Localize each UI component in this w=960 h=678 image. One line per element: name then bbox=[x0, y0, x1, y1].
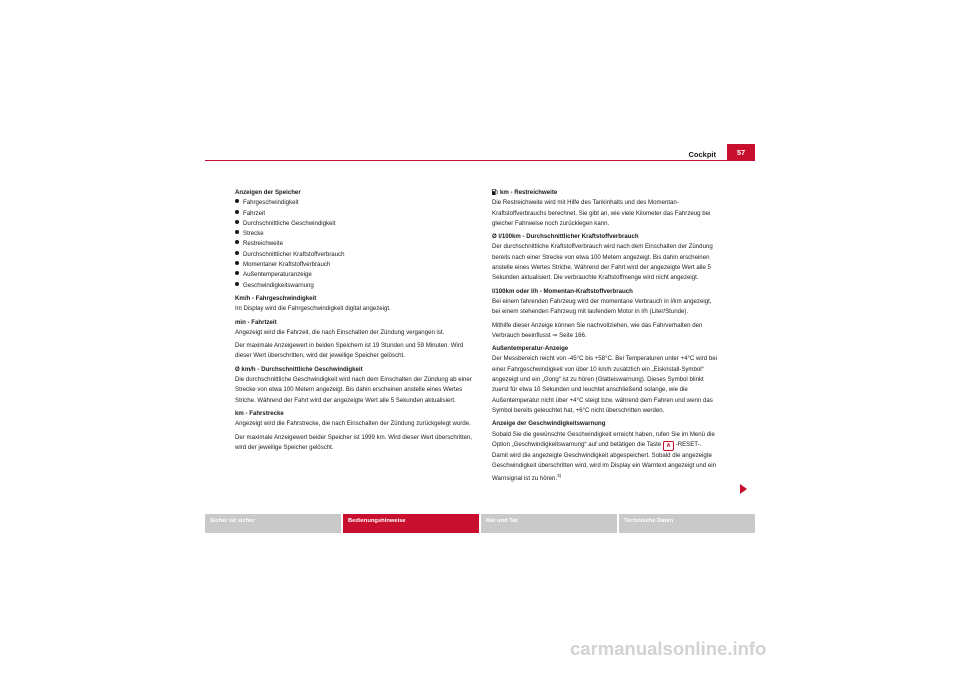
bullet-icon bbox=[235, 251, 239, 255]
bullet-icon bbox=[235, 261, 239, 265]
paragraph: Angezeigt wird die Fahrzeit, die nach Einschalten der Zündung vergangen ist. bbox=[235, 328, 445, 336]
section-heading: km - Fahrstrecke bbox=[235, 409, 284, 417]
right-column bbox=[492, 188, 717, 488]
watermark: carmanualsonline.info bbox=[570, 638, 767, 659]
reset-key-icon: A bbox=[663, 441, 674, 451]
tab-sicher-ist-sicher[interactable]: Sicher ist sicher bbox=[205, 514, 341, 533]
list-item: Durchschnittlicher Kraftstoffverbrauch bbox=[235, 250, 475, 260]
tab-technische-daten[interactable]: Technische Daten bbox=[619, 514, 755, 533]
left-column bbox=[235, 188, 475, 456]
footnote-marker: 3) bbox=[557, 473, 562, 479]
bullet-icon bbox=[235, 282, 239, 286]
section-heading: l/100km oder l/h - Momentan-Kraftstoffverbrauch bbox=[492, 287, 633, 295]
footer-tabs bbox=[205, 514, 755, 533]
fuel-pump-icon bbox=[492, 188, 498, 195]
paragraph: Der durchschnittliche Kraftstoffverbrauch wird nach dem Einschalten der Zündung bereits nach einer Strecke von etwa 100 Metern angezeigt. Bis dahin erscheinen anstelle eines Wertes Striche. Während der Fahrt wird der angezeigte Wert alle 5 Sekunden aktualisiert. Die verbrauchte Kraftstoffmenge wird nicht angezeigt. bbox=[492, 243, 713, 282]
paragraph: Mithilfe dieser Anzeige können Sie nachvollziehen, wie das Fahrverhalten den Verbrauch beeinflusst ⇒ Seite 166. bbox=[492, 321, 703, 339]
section-heading: Km/h - Fahrgeschwindigkeit bbox=[235, 294, 317, 302]
section-heading: Anzeige der Geschwindigkeitswarnung bbox=[492, 420, 606, 428]
next-page-arrow-icon[interactable] bbox=[740, 484, 747, 494]
paragraph: Der Messbereich reicht von -45°C bis +58°C. Bei Temperaturen unter +4°C wird bei einer Fahrgeschwindigkeit von über 10 km/h zusätzlich ein „Eiskristall-Symbol“ angezeigt und ein „Gong“ ist zu hören (Glatteiswarnung). Dieses Symbol blinkt zuerst für etwa 10 Sekunden und leuchtet anschließend solange, wie die Außentemperatur nicht über +4°C steigt bzw. während dem Fahren und wenn das Symbol bereits geleuchtet hat, +6°C nicht überschritten werden. bbox=[492, 355, 717, 414]
tab-bedienungshinweise[interactable]: Bedienungshinweise bbox=[343, 514, 479, 533]
bullet-icon bbox=[235, 220, 239, 224]
bullet-icon bbox=[235, 210, 239, 214]
bullet-icon bbox=[235, 271, 239, 275]
list-item: Strecke bbox=[235, 229, 475, 239]
list-item: Geschwindigkeitswarnung bbox=[235, 281, 475, 291]
list-item: Außentemperaturanzeige bbox=[235, 270, 475, 280]
header-rule bbox=[205, 160, 755, 161]
paragraph: Die Restreichweite wird mit Hilfe des Tankinhalts und des Momentan-Kraftstoffverbrauchs berechnet. Sie gibt an, wie viele Kilometer das Fahrzeug bei gleicher Fahrweise noch zurücklegen kann. bbox=[492, 199, 711, 227]
bullet-icon bbox=[235, 230, 239, 234]
section-heading: Ø km/h - Durchschnittliche Geschwindigkeit bbox=[235, 365, 363, 373]
bullet-icon bbox=[235, 240, 239, 244]
section-heading: min - Fahrtzeit bbox=[235, 318, 277, 326]
tab-rat-und-tat[interactable]: Rat und Tat bbox=[481, 514, 617, 533]
paragraph: Im Display wird die Fahrgeschwindigkeit digital angezeigt. bbox=[235, 305, 391, 313]
list-item: Momentaner Kraftstoffverbrauch bbox=[235, 260, 475, 270]
paragraph: Angezeigt wird die Fahrstrecke, die nach Einschalten der Zündung zurückgelegt wurde. bbox=[235, 420, 471, 428]
memory-list bbox=[235, 198, 475, 291]
section-heading: Außentemperatur-Anzeige bbox=[492, 345, 569, 353]
bullet-icon bbox=[235, 199, 239, 203]
list-item: Fahrgeschwindigkeit bbox=[235, 198, 475, 208]
page-title: Cockpit bbox=[688, 150, 716, 159]
paragraph: Bei einem fahrenden Fahrzeug wird der momentane Verbrauch in l/km angezeigt, bei einem stehenden Fahrzeug mit laufendem Motor in l/h (Liter/Stunde). bbox=[492, 297, 712, 316]
section-heading: Anzeigen der Speicher bbox=[235, 189, 301, 196]
paragraph: Die durchschnittliche Geschwindigkeit wird nach dem Einschalten der Zündung ab einer Strecke von etwa 100 Metern angezeigt. Bis dahin erscheinen anstelle eines Wertes Striche. Während der Fahrt wird der angezeigte Wert alle 5 Sekunden aktualisiert. bbox=[235, 376, 472, 404]
page-number: 57 bbox=[727, 144, 755, 161]
paragraph: Der maximale Anzeigewert in beiden Speichern ist 19 Stunden und 59 Minuten. Wird dieser Wert überschritten, wird der jeweilige Speicher gelöscht. bbox=[235, 342, 464, 360]
list-item: Restreichweite bbox=[235, 239, 475, 249]
list-item: Durchschnittliche Geschwindigkeit bbox=[235, 219, 475, 229]
paragraph: Der maximale Anzeigewert beider Speicher ist 1999 km. Wird dieser Wert überschritten, wird der jeweilige Speicher gelöscht. bbox=[235, 433, 472, 451]
paragraph: Sobald Sie die gewünschte Geschwindigkeit erreicht haben, rufen Sie im Menü die Option „Geschwindigkeitswarnung“ auf und betätigen die Taste A -RESET-. Damit wird die angezeigte Geschwindigkeit abgespeichert. Sobald die angezeigte Geschwindigkeit überschritten wird, wird im Display ein Warntext angezeigt und ein Warnsignal ist zu hören.$^{3)}$ bbox=[492, 430, 716, 483]
section-heading: km - Restreichweite bbox=[492, 188, 717, 198]
list-item: Fahrzeit bbox=[235, 209, 475, 219]
section-heading: Ø l/100km - Durchschnittlicher Kraftstoffverbrauch bbox=[492, 233, 639, 241]
